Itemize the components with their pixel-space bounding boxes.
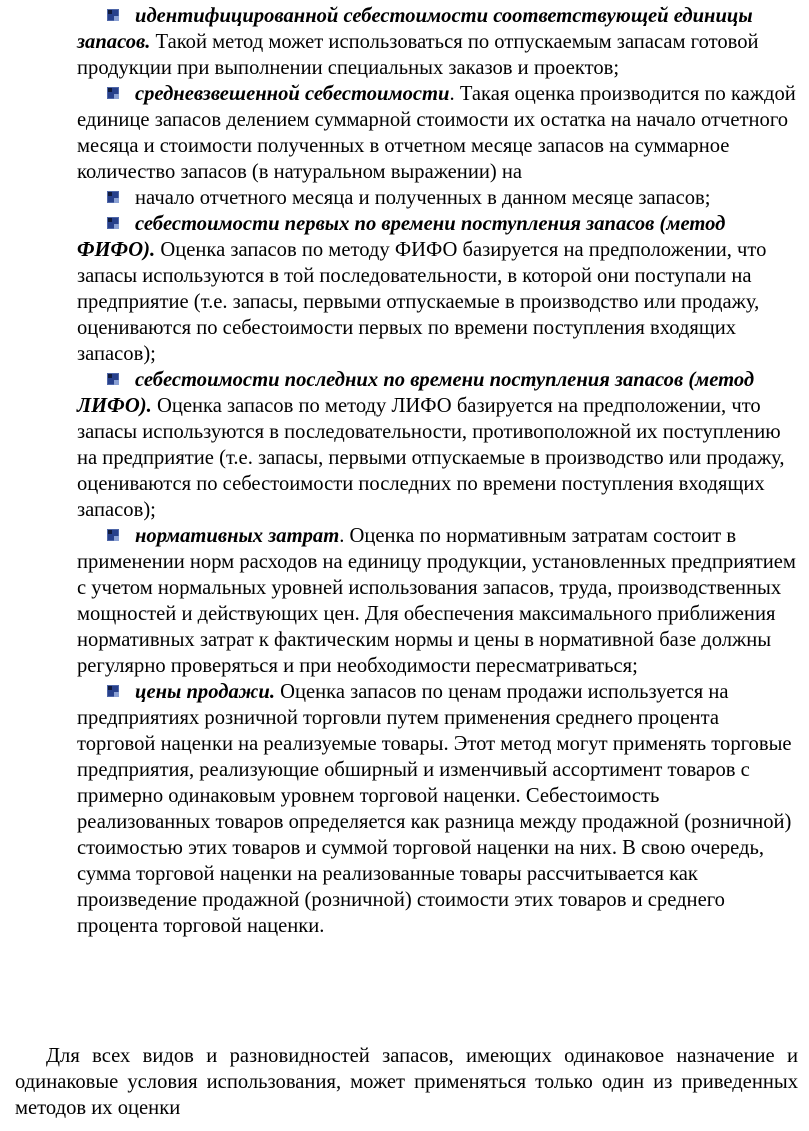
method-term: цены продажи.	[135, 681, 275, 703]
method-term: себестоимости последних по времени поступления запасов (метод ЛИФО).	[77, 369, 755, 417]
list-item	[77, 211, 797, 367]
square-bullet-icon	[107, 217, 119, 229]
square-bullet-icon	[107, 87, 119, 99]
valuation-methods-list	[77, 3, 797, 939]
list-item	[77, 3, 797, 81]
list-item	[77, 185, 797, 211]
method-description: . Оценка по нормативным затратам состоит в применении норм расходов на единицу продукции, установленных предприятием с учетом нормальных уровней использования запасов, труда, производственных мощностей и действующих цен. Для обеспечения максимального приближения нормативных затрат к фактическим нормы и цены в нормативной базе должны регулярно проверяться и при необходимости пересматриваться;	[77, 525, 796, 677]
method-description: . Такая оценка производится по каждой единице запасов делением суммарной стоимости их остатка на начало отчетного месяца и стоимости полученных в отчетном месяце запасов на суммарное количество запасов (в натуральном выражении) на	[77, 83, 796, 183]
square-bullet-icon	[107, 529, 119, 541]
list-item	[77, 367, 797, 523]
list-item	[77, 523, 797, 679]
square-bullet-icon	[107, 685, 119, 697]
method-term: себестоимости первых по времени поступления запасов (метод ФИФО).	[77, 213, 726, 261]
method-description: Оценка запасов по методу ФИФО базируется на предположении, что запасы используются в той последовательности, в которой они поступали на предприятие (т.е. запасы, первыми отпускаемые в производство или продажу, оцениваются по себестоимости первых по времени поступления входящих запасов);	[77, 239, 767, 365]
method-description: Такой метод может использоваться по отпускаемым запасам готовой продукции при выполнении специальных заказов и проектов;	[77, 31, 759, 79]
method-term: нормативных затрат	[135, 525, 340, 547]
method-description: начало отчетного месяца и полученных в данном месяце запасов;	[135, 187, 711, 209]
list-item	[77, 679, 797, 939]
closing-paragraph: Для всех видов и разновидностей запасов, имеющих одинаковое назначение и одинаковые условия использования, может применяться только один из приведенных методов их оценки	[15, 1045, 798, 1119]
square-bullet-icon	[107, 373, 119, 385]
method-term: средневзвешенной себестоимости	[135, 83, 450, 105]
method-description: Оценка запасов по методу ЛИФО базируется на предположении, что запасы используются в последовательности, противоположной их поступлению на предприятие (т.е. запасы, первыми отпускаемые в производство или продажу, оцениваются по себестоимости последних по времени поступления входящих запасов);	[77, 395, 785, 521]
square-bullet-icon	[107, 191, 119, 203]
list-item	[77, 81, 797, 185]
method-term: идентифицированной себестоимости соответствующей единицы запасов.	[77, 5, 753, 53]
square-bullet-icon	[107, 9, 119, 21]
method-description: Оценка запасов по ценам продажи используется на предприятиях розничной торговли путем применения среднего процента торговой наценки на реализуемые товары. Этот метод могут применять торговые предприятия, реализующие обширный и изменчивый ассортимент товаров с примерно одинаковым уровнем торговой наценки. Себестоимость реализованных товаров определяется как разница между продажной (розничной) стоимостью этих товаров и суммой торговой наценки на них. В свою очередь, сумма торговой наценки на реализованные товары рассчитывается как произведение продажной (розничной) стоимости этих товаров и среднего процента торговой наценки.	[77, 681, 792, 937]
